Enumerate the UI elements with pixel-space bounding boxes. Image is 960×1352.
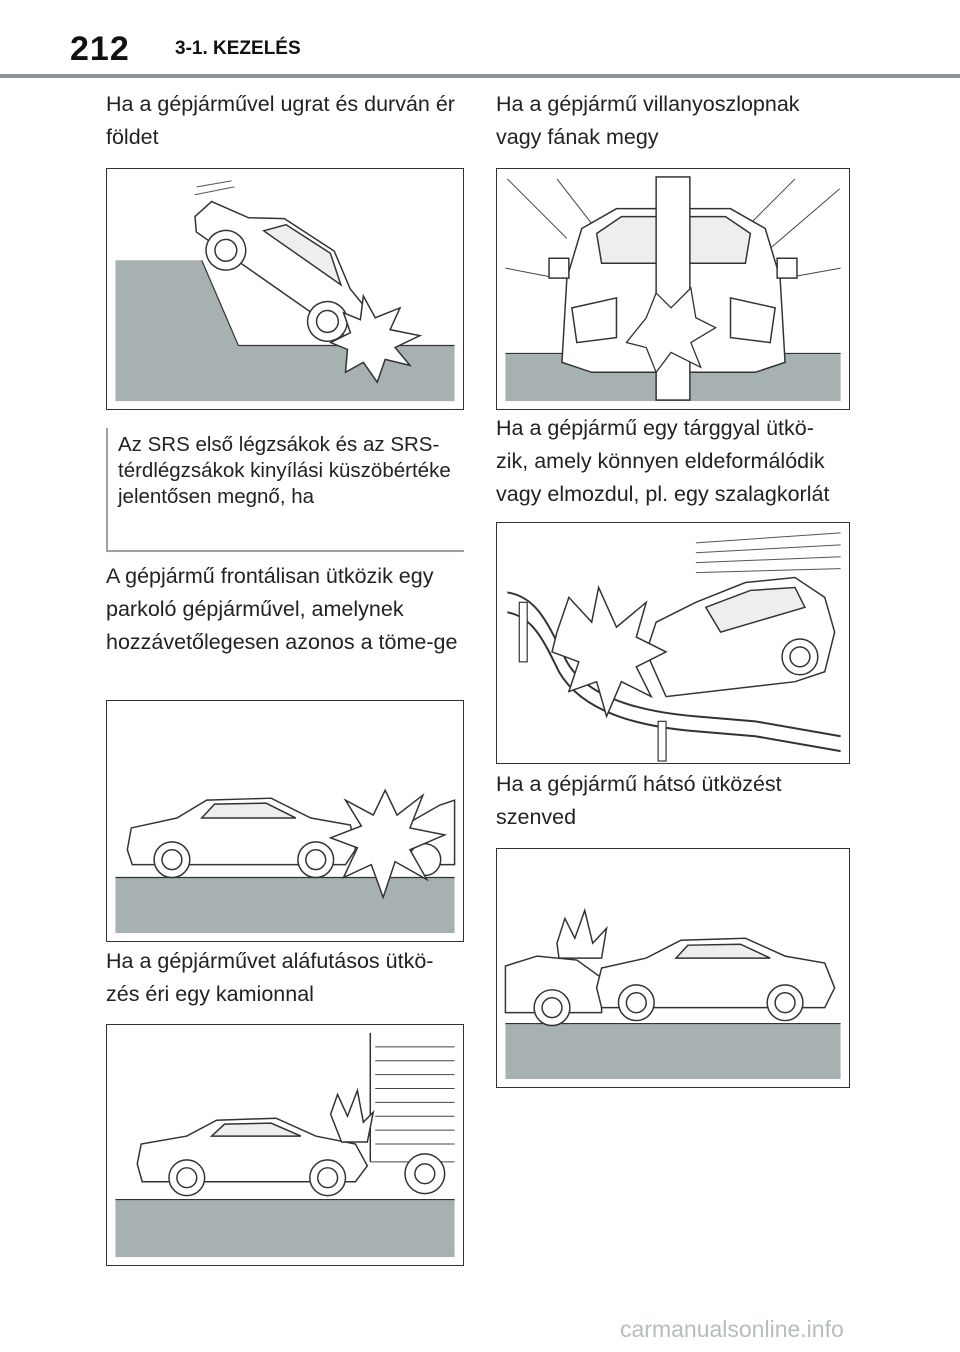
- caption-rear: Ha a gépjármű hátsó ütközést szenved: [496, 772, 782, 829]
- figure-guardrail: [496, 522, 850, 764]
- figure-frontal-parked: [106, 700, 464, 942]
- page-header: [0, 0, 960, 80]
- watermark: carmanualsonline.info: [620, 1316, 844, 1342]
- figure-jump-landing: [106, 168, 464, 410]
- caption-guardrail: Ha a gépjármű egy tárggyal ütkö-zik, amely könnyen eldeformálódik vagy elmozdul, pl. egy szalagkorlát: [496, 416, 830, 506]
- figure-rear: [496, 848, 850, 1088]
- header-rule: [0, 74, 960, 78]
- threshold-callout: [106, 428, 464, 552]
- caption-underride: Ha a gépjárművet aláfutásos ütkö-zés éri egy kamionnal: [106, 949, 434, 1006]
- caption-frontal-parked: A gépjármű frontálisan ütközik egy parkoló gépjárművel, amelynek hozzávetőlegesen azonos a töme-ge: [106, 564, 458, 654]
- page-number: 212: [70, 30, 130, 68]
- caption-jump-landing: Ha a gépjárművel ugrat és durván ér földet: [106, 92, 455, 149]
- caption-pole: Ha a gépjármű villanyoszlopnak vagy fának megy: [496, 92, 800, 149]
- section-title: 3-1. KEZELÉS: [175, 38, 301, 59]
- figure-pole: [496, 168, 850, 410]
- callout-text: Az SRS első légzsákok és az SRS-térdlégzsákok kinyílási küszöbértéke jelentősen megnő, ha: [118, 433, 451, 508]
- figure-underride: [106, 1024, 464, 1266]
